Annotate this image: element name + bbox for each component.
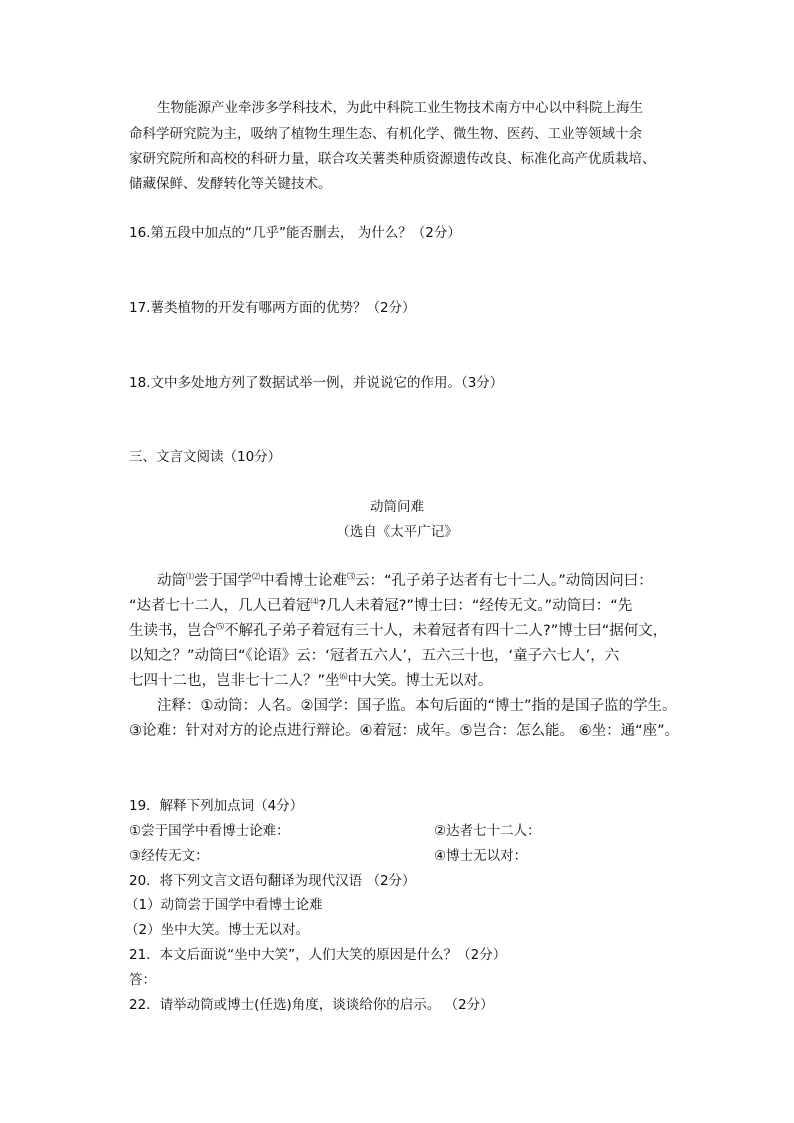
passage-line-2: 命科学研究院为主，吸纳了植物生理生态、有机化学、微生物、医药、工业等领域十余 [129,126,642,142]
question-16: 16.第五段中加点的“几乎”能否删去， 为什么？（2分） [129,225,461,241]
question-19-item-2: ②达者七十二人： [434,823,541,839]
question-17: 17.薯类植物的开发有哪两方面的优势？（2分） [129,300,416,316]
passage-line-3: 家研究院所和高校的科研力量，联合攻关薯类种质资源遗传改良、标准化高产优质栽培、 [129,151,656,167]
question-19-item-3: ③经传无文： [129,848,209,864]
footnote-marker-5: ⑸ [216,622,224,632]
passage-line-1: 生物能源产业牵涉多学科技术，为此中科院工业生物技术南方中心以中科院上海生 [157,100,643,116]
classical-line-1: 动筒⑴尝于国学⑵中看博士论难⑶云：“孔子弟子达者有七十二人。”动筒因问曰： [157,572,653,589]
question-20-item-2: （2）坐中大笑。博士无以对。 [125,922,310,938]
question-20: 20．将下列文言文语句翻译为现代汉语 （2分） [129,873,416,889]
footnote-marker-4: ⑷ [310,597,319,607]
question-21: 21．本文后面说“坐中大笑”，人们大笑的原因是什么？（2分） [129,947,507,963]
classical-line-3: 生读书，岂合⑸不解孔子弟子着冠有三十人，未着冠者有四十二人?”博士曰“据何文， [129,622,668,639]
question-19-item-4: ④博士无以对： [434,848,528,864]
passage-line-4: 储藏保鲜、发酵转化等关键技术。 [129,176,332,192]
question-22: 22．请举动筒或博士(任选)角度，谈谈给你的启示。 （2分） [129,997,494,1013]
classical-line-5: 七四十二也，岂非七十二人？”坐⑹中大笑。博士无以对。 [129,672,493,689]
section-3-heading: 三、文言文阅读（10分） [129,449,282,465]
question-19-item-1: ①尝于国学中看博士论难： [129,823,290,839]
classical-line-2: “达者七十二人，几人已着冠⑷?几人未着冠?”博士曰：“经传无文。”动筒曰：“先 [129,597,633,614]
classical-line-4: 以知之？”动筒曰“《论语》云：‘冠者五六人’，五六三十也，‘童子六七人’，六 [129,648,620,664]
question-21-answer-label: 答： [129,972,156,988]
footnote-marker-2: ⑵ [252,572,260,582]
footnote-marker-6: ⑹ [339,672,348,682]
footnote-marker-3: ⑶ [347,572,355,582]
text-title: 动筒问难 [370,499,424,515]
question-20-item-1: （1）动筒尝于国学中看博士论难 [125,897,323,913]
annotation-line-2: ③论难：针对对方的论点进行辩论。④着冠：成年。⑤岂合：怎么能。 ⑥坐：通“座”。 [129,723,680,739]
annotation-line-1: 注释：①动筒：人名。②国学：国子监。本句后面的“博士”指的是国子监的学生。 [157,698,677,714]
question-19: 19．解释下列加点词（4分） [129,798,304,814]
footnote-marker-1: ⑴ [186,572,194,582]
text-source: （选自《太平广记》 [336,524,458,540]
question-18: 18.文中多处地方列了数据试举一例，并说说它的作用。（3分） [129,375,504,391]
